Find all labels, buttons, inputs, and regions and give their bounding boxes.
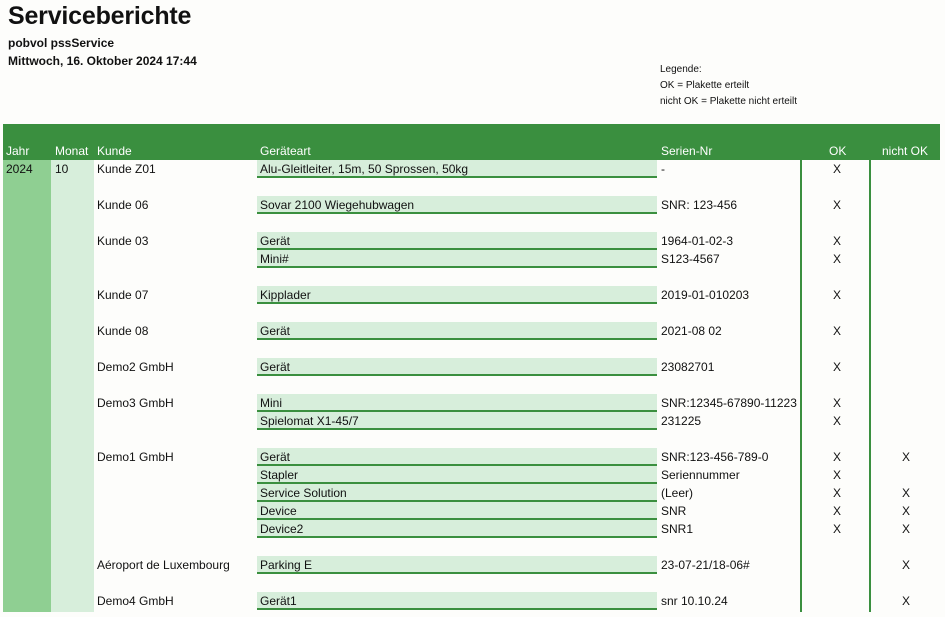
cell-kunde: Aéroport de Luxembourg — [97, 558, 230, 572]
cell-geraeteart: Sovar 2100 Wiegehubwagen — [260, 198, 415, 212]
cell-kunde: Kunde 07 — [97, 288, 149, 302]
cell-ok-mark: X — [832, 396, 841, 410]
cell-kunde: Kunde 06 — [97, 198, 149, 212]
cell-geraeteart: Alu-Gleitleiter, 15m, 50 Sprossen, 50kg — [260, 162, 469, 176]
cell-geraeteart: Gerät — [260, 234, 291, 248]
column-header-kunde: Kunde — [97, 144, 132, 158]
cell-geraeteart: Gerät1 — [260, 594, 297, 608]
geraeteart-cell-bg — [257, 250, 657, 268]
cell-geraeteart: Gerät — [260, 324, 291, 338]
cell-ok-mark: X — [832, 522, 841, 536]
table-header — [3, 124, 940, 160]
cell-serien-nr: 2019-01-010203 — [661, 288, 750, 302]
cell-geraeteart: Gerät — [260, 450, 291, 464]
cell-geraeteart: Service Solution — [260, 486, 347, 500]
geraeteart-cell-bg — [257, 520, 657, 538]
cell-ok-mark: X — [832, 162, 841, 176]
table-row — [0, 232, 945, 250]
cell-geraeteart: Gerät — [260, 360, 291, 374]
cell-nicht-ok-mark: X — [901, 522, 910, 536]
cell-ok-mark: X — [832, 468, 841, 482]
cell-ok-mark: X — [832, 450, 841, 464]
cell-serien-nr: 23-07-21/18-06# — [661, 558, 750, 572]
cell-kunde: Demo3 GmbH — [97, 396, 174, 410]
geraeteart-cell-bg — [257, 448, 657, 466]
legend — [660, 62, 797, 110]
cell-serien-nr: Seriennummer — [661, 468, 740, 482]
column-header-monat: Monat — [55, 144, 89, 158]
cell-geraeteart: Spielomat X1-45/7 — [260, 414, 359, 428]
cell-geraeteart: Device — [260, 504, 297, 518]
cell-serien-nr: (Leer) — [661, 486, 694, 500]
table-row — [0, 466, 945, 484]
table-row — [0, 250, 945, 268]
cell-geraeteart: Mini# — [260, 252, 289, 266]
cell-kunde: Demo2 GmbH — [97, 360, 174, 374]
ok-column-divider — [800, 160, 802, 612]
cell-serien-nr: SNR: 123-456 — [661, 198, 738, 212]
table-row — [0, 484, 945, 502]
column-header-ok: OK — [829, 144, 847, 158]
cell-ok-mark: X — [832, 486, 841, 500]
cell-serien-nr: 23082701 — [661, 360, 715, 374]
geraeteart-cell-bg — [257, 592, 657, 610]
cell-serien-nr: 1964-01-02-3 — [661, 234, 734, 248]
jahr-column-band — [3, 160, 51, 612]
cell-serien-nr: 2021-08 02 — [661, 324, 722, 338]
cell-ok-mark: X — [832, 288, 841, 302]
cell-serien-nr: SNR — [661, 504, 687, 518]
table-row — [0, 196, 945, 214]
cell-ok-mark: X — [832, 414, 841, 428]
cell-kunde: Demo1 GmbH — [97, 450, 174, 464]
column-header-jahr: Jahr — [6, 144, 30, 158]
report-datetime: Mittwoch, 16. Oktober 2024 17:44 — [8, 54, 197, 68]
geraeteart-cell-bg — [257, 358, 657, 376]
cell-ok-mark: X — [832, 234, 841, 248]
cell-kunde: Kunde 08 — [97, 324, 149, 338]
cell-kunde: Demo4 GmbH — [97, 594, 174, 608]
company-name: pobvol pssService — [8, 36, 115, 50]
geraeteart-cell-bg — [257, 286, 657, 304]
table-row — [0, 322, 945, 340]
cell-nicht-ok-mark: X — [901, 486, 910, 500]
table-row — [0, 358, 945, 376]
cell-serien-nr: SNR1 — [661, 522, 694, 536]
cell-monat: 10 — [55, 162, 69, 176]
cell-kunde: Kunde Z01 — [97, 162, 156, 176]
cell-nicht-ok-mark: X — [901, 558, 910, 572]
table-row — [0, 394, 945, 412]
table-row — [0, 502, 945, 520]
cell-ok-mark: X — [832, 198, 841, 212]
legend-not-ok: nicht OK = Plakette nicht erteilt — [660, 96, 798, 107]
cell-serien-nr: SNR:123-456-789-0 — [661, 450, 769, 464]
cell-serien-nr: SNR:12345-67890-11223 — [661, 396, 797, 410]
cell-nicht-ok-mark: X — [901, 504, 910, 518]
cell-geraeteart: Mini — [260, 396, 283, 410]
column-header-geraeteart: Geräteart — [260, 144, 311, 158]
cell-jahr: 2024 — [6, 162, 33, 176]
nicht-ok-column-divider — [869, 160, 871, 612]
cell-serien-nr: 231225 — [661, 414, 702, 428]
page-title: Serviceberichte — [8, 2, 192, 30]
table-row — [0, 412, 945, 430]
column-header-serien-nr: Serien-Nr — [661, 144, 713, 158]
table-row — [0, 286, 945, 304]
geraeteart-cell-bg — [257, 232, 657, 250]
cell-nicht-ok-mark: X — [901, 450, 910, 464]
cell-ok-mark: X — [832, 504, 841, 518]
table-row — [0, 520, 945, 538]
cell-kunde: Kunde 03 — [97, 234, 149, 248]
geraeteart-cell-bg — [257, 466, 657, 484]
cell-serien-nr: - — [661, 162, 665, 176]
geraeteart-cell-bg — [257, 502, 657, 520]
cell-serien-nr: snr 10.10.24 — [661, 594, 728, 608]
cell-geraeteart: Device2 — [260, 522, 304, 536]
geraeteart-cell-bg — [257, 556, 657, 574]
cell-geraeteart: Kipplader — [260, 288, 311, 302]
cell-ok-mark: X — [832, 252, 841, 266]
table-row — [0, 592, 945, 610]
table-row — [0, 448, 945, 466]
cell-ok-mark: X — [832, 324, 841, 338]
monat-column-band — [51, 160, 94, 612]
column-header-nicht-ok: nicht OK — [882, 144, 929, 158]
table-row — [0, 556, 945, 574]
legend-ok: OK = Plakette erteilt — [660, 80, 750, 91]
cell-geraeteart: Stapler — [260, 468, 299, 482]
cell-ok-mark: X — [832, 360, 841, 374]
geraeteart-cell-bg — [257, 322, 657, 340]
table-row — [0, 160, 945, 178]
cell-nicht-ok-mark: X — [901, 594, 910, 608]
legend-heading: Legende: — [660, 64, 702, 75]
cell-geraeteart: Parking E — [260, 558, 313, 572]
geraeteart-cell-bg — [257, 394, 657, 412]
cell-serien-nr: S123-4567 — [661, 252, 720, 266]
